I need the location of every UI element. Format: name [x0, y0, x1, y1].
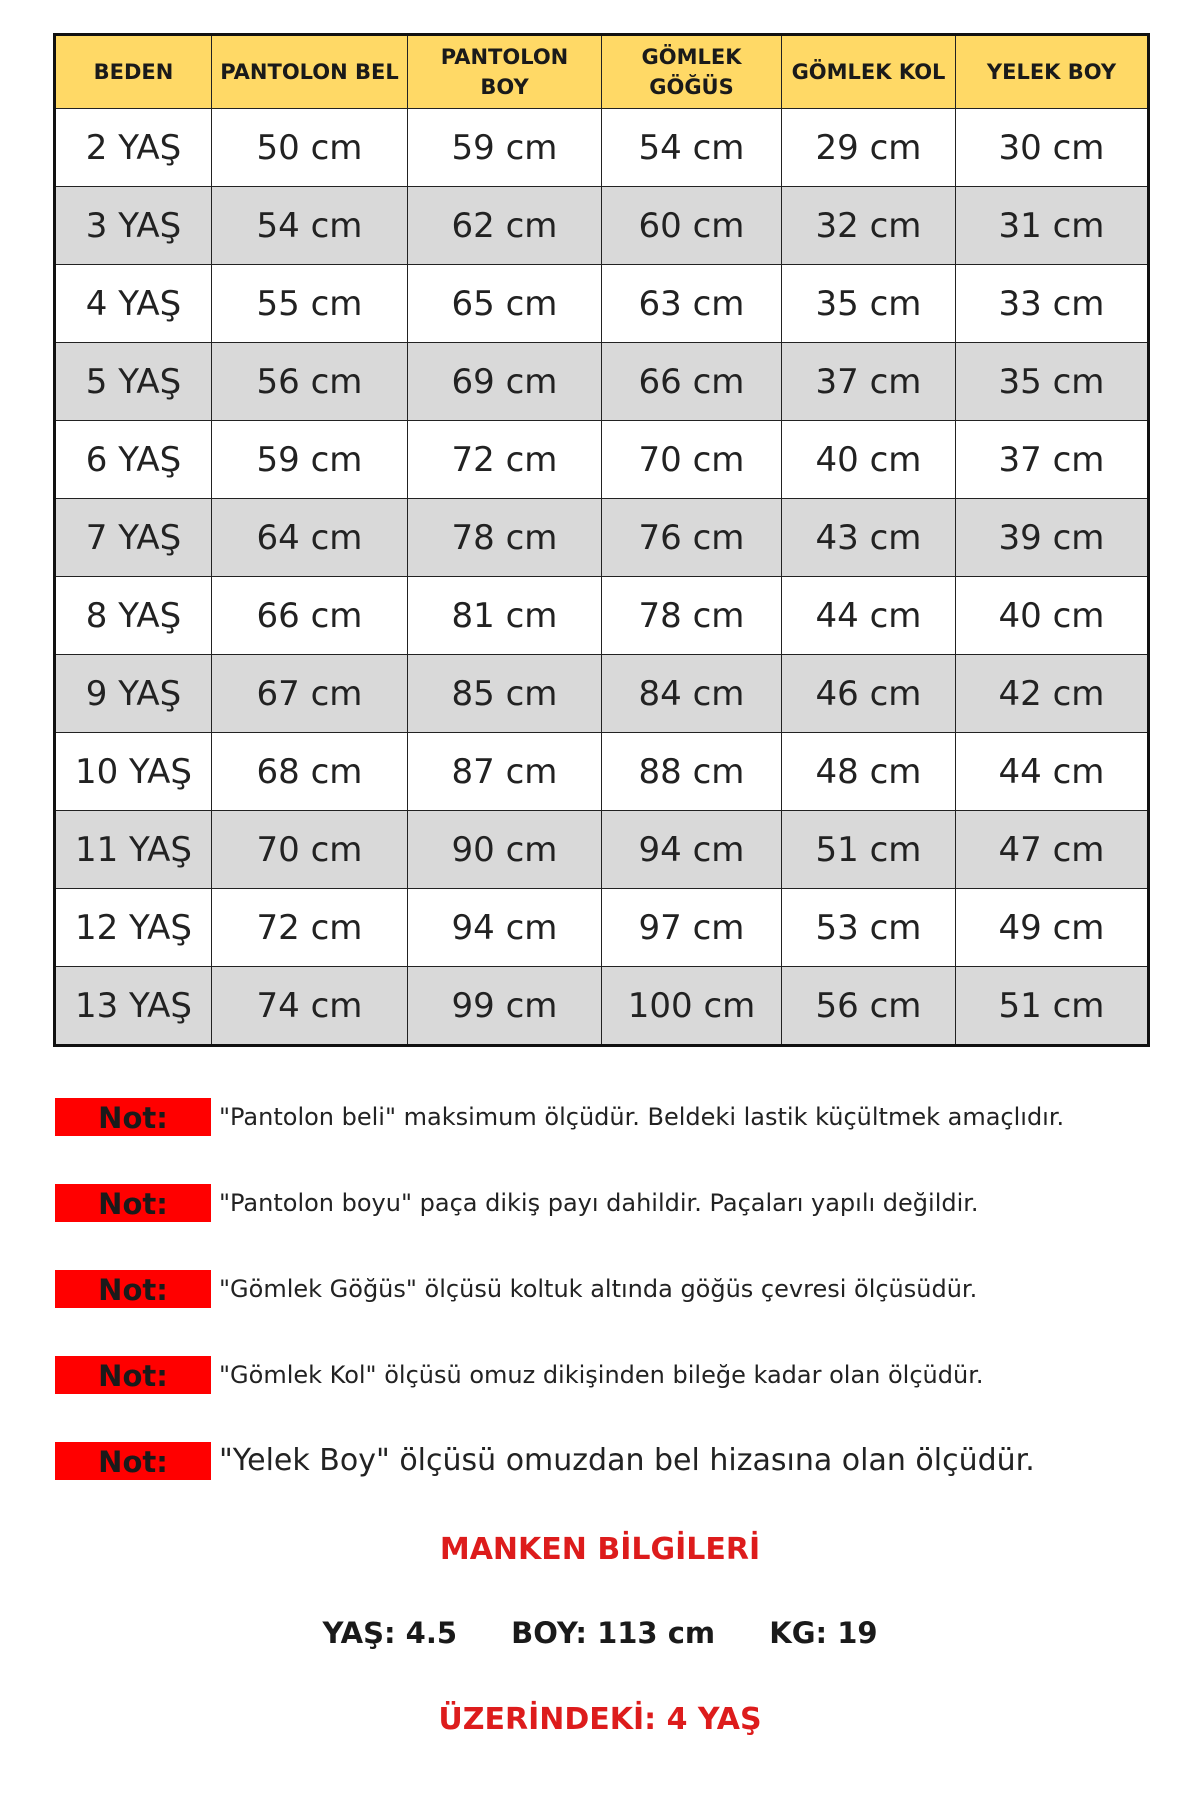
pants-waist-cell: 64 cm [212, 499, 408, 577]
shirt-chest-cell: 60 cm [602, 187, 782, 265]
pants-waist-cell: 68 cm [212, 733, 408, 811]
size-cell: 8 YAŞ [55, 577, 212, 655]
shirt-chest-cell: 100 cm [602, 967, 782, 1046]
pants-length-cell: 65 cm [408, 265, 602, 343]
table-header-row [55, 35, 1149, 109]
shirt-sleeve-cell: 29 cm [782, 109, 956, 187]
shirt-sleeve-cell: 40 cm [782, 421, 956, 499]
header-pants-length: PANTOLON BOY [408, 35, 602, 109]
pants-length-cell: 72 cm [408, 421, 602, 499]
vest-length-cell: 47 cm [956, 811, 1149, 889]
vest-length-cell: 51 cm [956, 967, 1149, 1046]
shirt-chest-cell: 76 cm [602, 499, 782, 577]
model-info-title: MANKEN BİLGİLERİ [439, 1532, 761, 1567]
shirt-sleeve-cell: 37 cm [782, 343, 956, 421]
pants-waist-cell: 67 cm [212, 655, 408, 733]
size-cell: 11 YAŞ [55, 811, 212, 889]
shirt-chest-cell: 70 cm [602, 421, 782, 499]
note-badge: Not: [55, 1270, 211, 1308]
header-vest-length: YELEK BOY [956, 35, 1149, 109]
vest-length-cell: 40 cm [956, 577, 1149, 655]
pants-length-cell: 78 cm [408, 499, 602, 577]
shirt-sleeve-cell: 44 cm [782, 577, 956, 655]
table-row [55, 967, 1149, 1046]
shirt-chest-cell: 63 cm [602, 265, 782, 343]
pants-waist-cell: 56 cm [212, 343, 408, 421]
pants-length-cell: 69 cm [408, 343, 602, 421]
shirt-chest-cell: 97 cm [602, 889, 782, 967]
pants-length-cell: 81 cm [408, 577, 602, 655]
shirt-chest-cell: 66 cm [602, 343, 782, 421]
pants-waist-cell: 70 cm [212, 811, 408, 889]
size-cell: 13 YAŞ [55, 967, 212, 1046]
table-row [55, 733, 1149, 811]
shirt-sleeve-cell: 48 cm [782, 733, 956, 811]
size-cell: 9 YAŞ [55, 655, 212, 733]
pants-length-cell: 90 cm [408, 811, 602, 889]
note-text: "Gömlek Göğüs" ölçüsü koltuk altında göğüs çevresi ölçüsüdür. [219, 1275, 978, 1303]
vest-length-cell: 35 cm [956, 343, 1149, 421]
table-row [55, 889, 1149, 967]
shirt-sleeve-cell: 35 cm [782, 265, 956, 343]
vest-length-cell: 39 cm [956, 499, 1149, 577]
pants-length-cell: 62 cm [408, 187, 602, 265]
pants-length-cell: 94 cm [408, 889, 602, 967]
table-row [55, 187, 1149, 265]
model-age: YAŞ: 4.5 [322, 1616, 458, 1650]
table-row [55, 811, 1149, 889]
size-cell: 4 YAŞ [55, 265, 212, 343]
vest-length-cell: 49 cm [956, 889, 1149, 967]
pants-length-cell: 99 cm [408, 967, 602, 1046]
shirt-chest-cell: 78 cm [602, 577, 782, 655]
header-shirt-chest: GÖMLEK GÖĞÜS [602, 35, 782, 109]
header-size: BEDEN [55, 35, 212, 109]
vest-length-cell: 30 cm [956, 109, 1149, 187]
shirt-sleeve-cell: 51 cm [782, 811, 956, 889]
note-badge: Not: [55, 1184, 211, 1222]
note-badge: Not: [55, 1356, 211, 1394]
pants-waist-cell: 66 cm [212, 577, 408, 655]
pants-waist-cell: 54 cm [212, 187, 408, 265]
note-vest-length [55, 1442, 1155, 1480]
note-badge: Not: [55, 1442, 211, 1480]
shirt-sleeve-cell: 56 cm [782, 967, 956, 1046]
table-row [55, 499, 1149, 577]
note-pants-waist [55, 1098, 1155, 1136]
table-header [55, 35, 1149, 109]
vest-length-cell: 31 cm [956, 187, 1149, 265]
model-weight: KG: 19 [769, 1616, 878, 1650]
size-cell: 2 YAŞ [55, 109, 212, 187]
table-row [55, 421, 1149, 499]
table-row [55, 109, 1149, 187]
shirt-chest-cell: 88 cm [602, 733, 782, 811]
vest-length-cell: 37 cm [956, 421, 1149, 499]
note-text: "Pantolon beli" maksimum ölçüdür. Beldeki lastik küçültmek amaçlıdır. [219, 1103, 1065, 1131]
note-badge: Not: [55, 1098, 211, 1136]
pants-waist-cell: 59 cm [212, 421, 408, 499]
note-text: "Yelek Boy" ölçüsü omuzdan bel hizasına olan ölçüdür. [219, 1443, 1035, 1478]
size-cell: 6 YAŞ [55, 421, 212, 499]
notes-section [55, 1098, 1155, 1528]
size-cell: 12 YAŞ [55, 889, 212, 967]
shirt-chest-cell: 94 cm [602, 811, 782, 889]
note-text: "Gömlek Kol" ölçüsü omuz dikişinden bileğe kadar olan ölçüdür. [219, 1361, 984, 1389]
shirt-sleeve-cell: 32 cm [782, 187, 956, 265]
size-chart-table [53, 33, 1150, 1047]
shirt-sleeve-cell: 53 cm [782, 889, 956, 967]
pants-length-cell: 85 cm [408, 655, 602, 733]
size-cell: 3 YAŞ [55, 187, 212, 265]
model-wearing-size: ÜZERİNDEKİ: 4 YAŞ [438, 1702, 762, 1737]
header-pants-waist: PANTOLON BEL [212, 35, 408, 109]
shirt-chest-cell: 54 cm [602, 109, 782, 187]
pants-waist-cell: 72 cm [212, 889, 408, 967]
vest-length-cell: 42 cm [956, 655, 1149, 733]
pants-length-cell: 87 cm [408, 733, 602, 811]
note-pants-length [55, 1184, 1155, 1222]
vest-length-cell: 44 cm [956, 733, 1149, 811]
note-shirt-sleeve [55, 1356, 1155, 1394]
shirt-sleeve-cell: 46 cm [782, 655, 956, 733]
shirt-chest-cell: 84 cm [602, 655, 782, 733]
pants-waist-cell: 55 cm [212, 265, 408, 343]
pants-length-cell: 59 cm [408, 109, 602, 187]
pants-waist-cell: 74 cm [212, 967, 408, 1046]
size-cell: 7 YAŞ [55, 499, 212, 577]
table-row [55, 265, 1149, 343]
size-cell: 5 YAŞ [55, 343, 212, 421]
table-body [55, 109, 1149, 1046]
note-text: "Pantolon boyu" paça dikiş payı dahildir. Paçaları yapılı değildir. [219, 1189, 979, 1217]
pants-waist-cell: 50 cm [212, 109, 408, 187]
header-shirt-sleeve: GÖMLEK KOL [782, 35, 956, 109]
table-row [55, 655, 1149, 733]
size-cell: 10 YAŞ [55, 733, 212, 811]
vest-length-cell: 33 cm [956, 265, 1149, 343]
shirt-sleeve-cell: 43 cm [782, 499, 956, 577]
table-row [55, 343, 1149, 421]
model-height: BOY: 113 cm [511, 1616, 716, 1650]
table-row [55, 577, 1149, 655]
note-shirt-chest [55, 1270, 1155, 1308]
model-info-line [0, 1616, 1200, 1650]
